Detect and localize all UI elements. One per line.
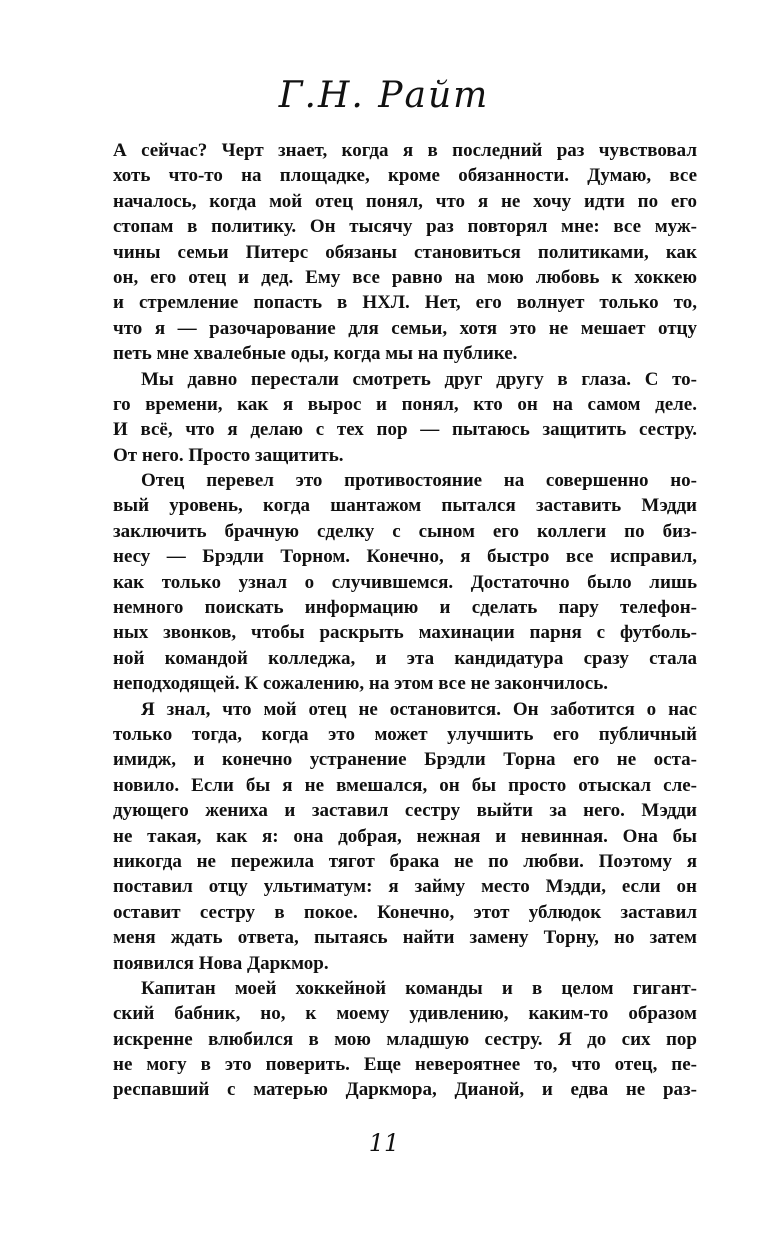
text-line: поставил отцу ультиматум: я займу место Мэдди, если он <box>113 876 697 898</box>
text-line: ский бабник, но, к моему удивлению, каким-то образом <box>113 1003 697 1025</box>
text-line: Капитан моей хоккейной команды и в целом гигант- <box>141 977 697 999</box>
text-line: только тогда, когда это может улучшить его публичный <box>113 723 697 745</box>
text-line: оставит сестру в покое. Конечно, этот ублюдок заставил <box>113 901 697 923</box>
text-line: От него. Просто защитить. <box>113 444 344 466</box>
page-number: 11 <box>368 1129 400 1157</box>
text-line: меня ждать ответа, пытаясь найти замену Торну, но затем <box>113 927 697 949</box>
text-line: что я — разочарование для семьи, хотя это не мешает отцу <box>113 317 697 339</box>
text-line: имидж, и конечно устранение Брэдли Торна его не оста- <box>113 749 697 771</box>
text-line: немного поискать информацию и сделать пару телефон- <box>113 597 697 619</box>
text-line: не могу в это поверить. Еще невероятнее то, что отец, пе- <box>113 1054 697 1076</box>
text-line: Отец перевел это противостояние на совершенно но- <box>141 470 697 492</box>
text-line: и стремление попасть в НХЛ. Нет, его волнует только то, <box>113 292 697 314</box>
text-line: ных звонков, чтобы раскрыть махинации парня с футболь- <box>113 622 697 644</box>
paragraph <box>113 468 697 697</box>
text-line: началось, когда мой отец понял, что я не хочу идти по его <box>113 190 697 212</box>
text-line: ной командой колледжа, и эта кандидатура сразу стала <box>113 647 697 669</box>
text-line: заключить брачную сделку с сыном его коллеги по биз- <box>113 520 697 542</box>
text-line: вый уровень, когда шантажом пытался заставить Мэдди <box>113 495 697 517</box>
running-header-author: Г.Н. Райт <box>278 75 490 116</box>
text-line: появился Нова Даркмор. <box>113 952 329 974</box>
text-line: он, его отец и дед. Ему все равно на мою любовь к хоккею <box>113 266 697 288</box>
paragraph <box>113 367 697 469</box>
text-line: А сейчас? Черт знает, когда я в последний раз чувствовал <box>113 140 697 161</box>
text-line: И всё, что я делаю с тех пор — пытаюсь защитить сестру. <box>113 419 697 441</box>
text-line: несу — Брэдли Торном. Конечно, я быстро все исправил, <box>113 546 697 568</box>
text-line: не такая, как я: она добрая, нежная и невинная. Она бы <box>113 825 697 847</box>
text-line: как только узнал о случившемся. Достаточно было лишь <box>113 571 697 593</box>
text-line: дующего жениха и заставил сестру выйти за него. Мэдди <box>113 800 697 822</box>
text-line: неподходящей. К сожалению, на этом все не закончилось. <box>113 673 608 695</box>
paragraph <box>113 138 697 367</box>
text-line: чины семьи Питерс обязаны становиться политиками, как <box>113 241 697 263</box>
text-line: стопам в политику. Он тысячу раз повторял мне: все муж- <box>113 216 697 238</box>
text-line: никогда не пережила тягот брака не по любви. Поэтому я <box>113 850 697 872</box>
text-line: хоть что-то на площадке, кроме обязанности. Думаю, все <box>113 165 697 187</box>
text-line: го времени, как я вырос и понял, кто он на самом деле. <box>113 393 697 415</box>
paragraph <box>113 697 697 976</box>
text-line: петь мне хвалебные оды, когда мы на публике. <box>113 343 518 365</box>
text-line: новило. Если бы я не вмешался, он бы просто отыскал сле- <box>113 774 697 796</box>
text-line: искренне влюбился в мою младшую сестру. Я до сих пор <box>113 1028 697 1050</box>
text-line: Мы давно перестали смотреть друг другу в глаза. С то- <box>141 368 697 390</box>
text-line: респавший с матерью Даркмора, Дианой, и едва не раз- <box>113 1079 697 1101</box>
text-line: Я знал, что мой отец не остановится. Он заботится о нас <box>141 698 697 720</box>
paragraph <box>113 976 697 1103</box>
page-body-text <box>113 138 697 1103</box>
